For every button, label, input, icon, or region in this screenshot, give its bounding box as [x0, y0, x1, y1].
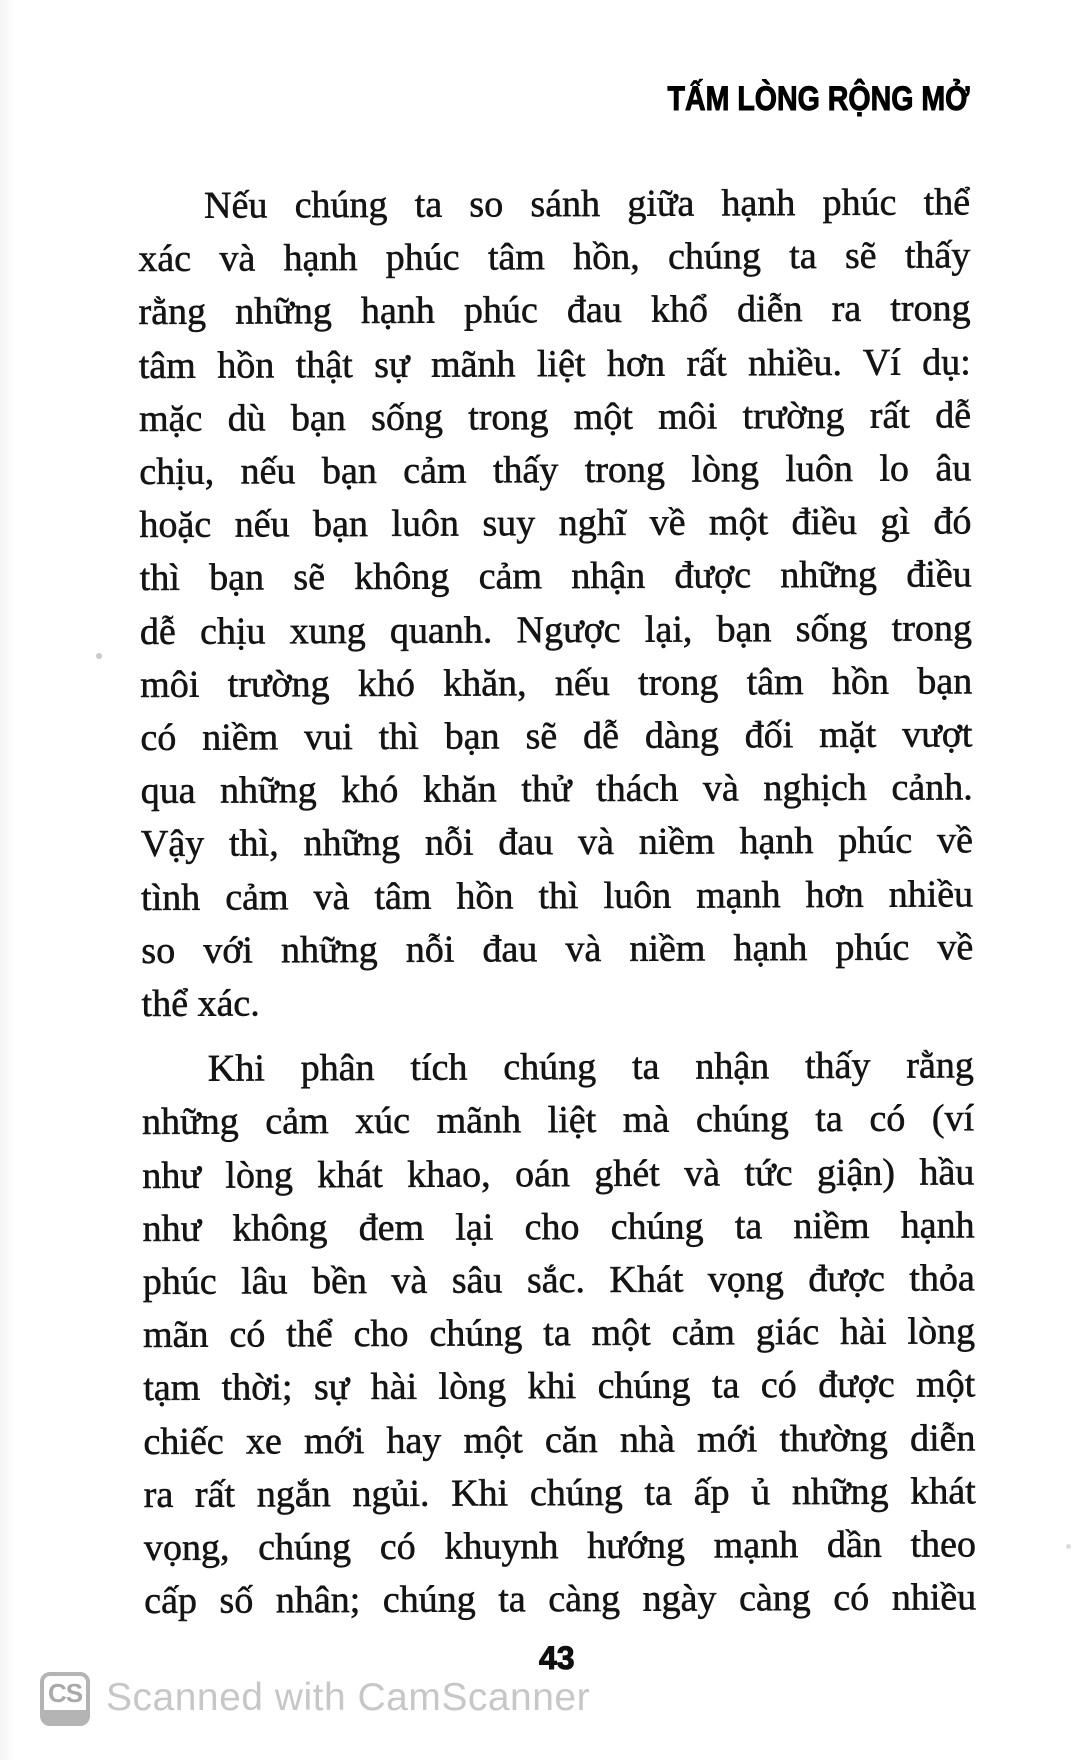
text-line: môi trường khó khăn, nếu trong tâm hồn bạn — [140, 660, 973, 706]
scan-edge-shadow — [0, 0, 14, 1760]
text-line: tạm thời; sự hài lòng khi chúng ta có được một — [143, 1363, 976, 1410]
text-line: vọng, chúng có khuynh hướng mạnh dần theo — [143, 1523, 977, 1570]
text-line: tình cảm và tâm hồn thì luôn mạnh hơn nhiều — [141, 873, 974, 919]
text-line: có niềm vui thì bạn sẽ dễ dàng đối mặt vượt — [140, 713, 973, 760]
text-line: xác và hạnh phúc tâm hồn, chúng ta sẽ thấy — [138, 234, 971, 281]
camscanner-logo-bar — [43, 1710, 87, 1723]
text-line: hoặc nếu bạn luôn suy nghĩ về một điều gì đó — [139, 500, 972, 547]
camscanner-logo-letters: CS — [47, 1678, 83, 1708]
running-head-title: TẤM LÒNG RỘNG MỞ — [667, 80, 970, 118]
text-line: như lòng khát khao, oán ghét và tức giận) hầu — [142, 1151, 975, 1197]
text-line: rằng những hạnh phúc đau khổ diễn ra trong — [138, 287, 971, 334]
scan-speck — [96, 653, 102, 659]
text-line: phúc lâu bền và sâu sắc. Khát vọng được thỏa — [142, 1257, 975, 1304]
page-body-text — [138, 176, 976, 1628]
text-line: thể xác. — [141, 982, 260, 1026]
text-line: Vậy thì, những nỗi đau và niềm hạnh phúc về — [140, 819, 973, 866]
text-line: tâm hồn thật sự mãnh liệt hơn rất nhiều. Ví dụ: — [138, 340, 971, 387]
paragraph — [138, 176, 974, 1031]
text-line: thì bạn sẽ không cảm nhận được những điều — [139, 553, 972, 600]
text-line: dễ chịu xung quanh. Ngược lại, bạn sống trong — [139, 606, 973, 653]
text-line: Khi phân tích chúng ta nhận thấy rằng — [207, 1044, 974, 1090]
text-line: so với những nỗi đau và niềm hạnh phúc về — [141, 926, 974, 972]
text-line: qua những khó khăn thử thách và nghịch cảnh. — [140, 766, 973, 813]
text-line: cấp số nhân; chúng ta càng ngày càng có nhiều — [144, 1576, 977, 1623]
scan-speck — [1066, 1544, 1071, 1549]
paragraph — [142, 1040, 977, 1629]
camscanner-watermark — [40, 1672, 590, 1726]
text-line: Nếu chúng ta so sánh giữa hạnh phúc thể — [204, 181, 971, 227]
text-line: mãn có thể cho chúng ta một cảm giác hài lòng — [142, 1310, 976, 1357]
page-number: 43 — [539, 1640, 575, 1676]
text-line: những cảm xúc mãnh liệt mà chúng ta có (ví — [142, 1097, 975, 1144]
text-line: chịu, nếu bạn cảm thấy trong lòng luôn lo âu — [139, 447, 972, 494]
text-line: như không đem lại cho chúng ta niềm hạnh — [142, 1204, 975, 1250]
scan-speck — [628, 902, 633, 906]
camscanner-logo-icon — [40, 1672, 90, 1726]
text-line: chiếc xe mới hay một căn nhà mới thường diễn — [143, 1417, 976, 1463]
watermark-label: Scanned with CamScanner — [106, 1676, 591, 1719]
text-line: mặc dù bạn sống trong một môi trường rất dễ — [138, 394, 972, 440]
text-line: ra rất ngắn ngủi. Khi chúng ta ấp ủ những khát — [143, 1470, 976, 1516]
